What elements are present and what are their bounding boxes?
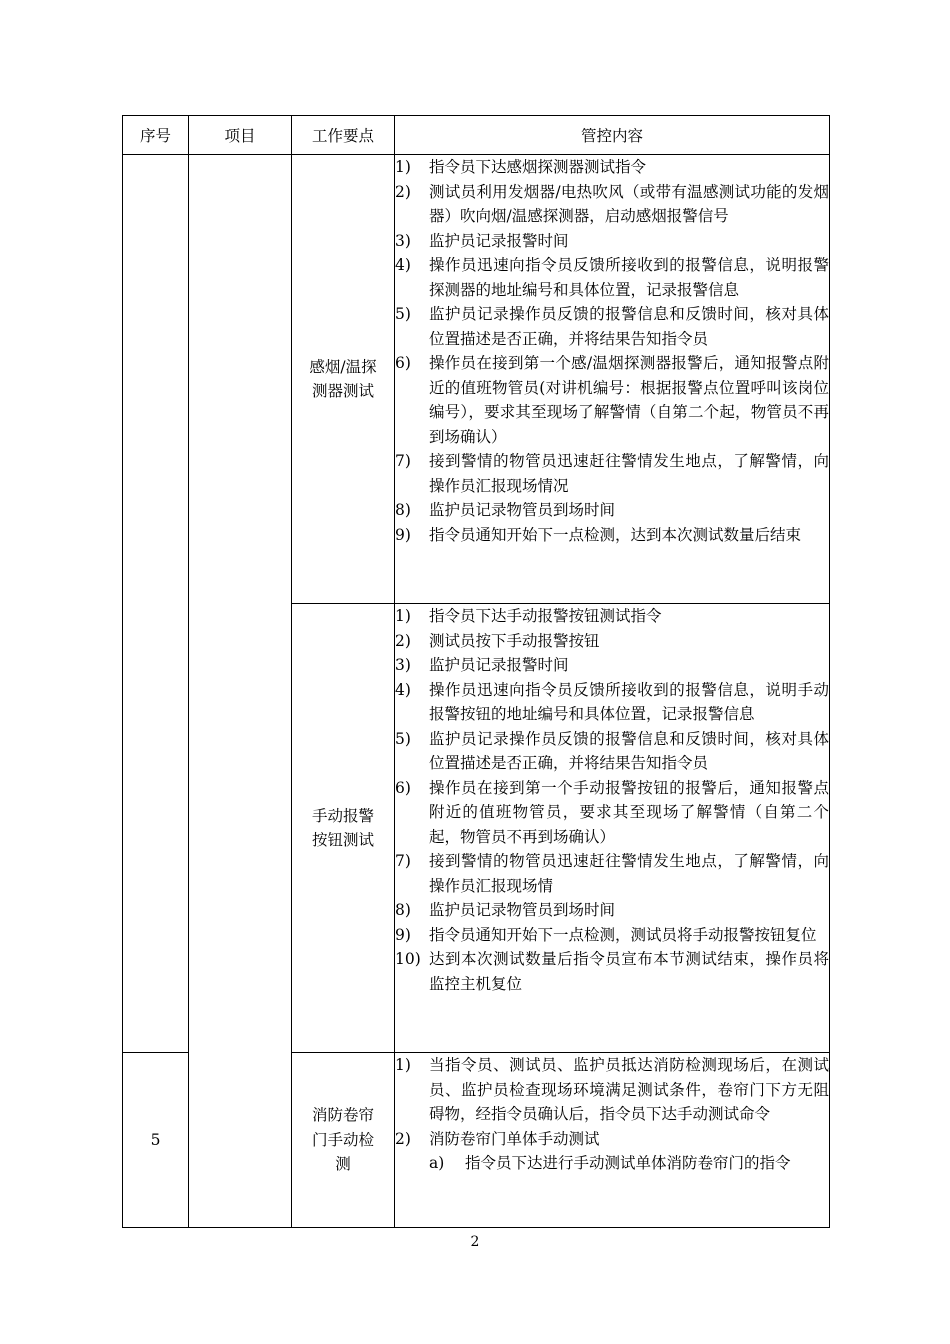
seq-number: 5 <box>123 1053 189 1228</box>
seq-cell-mid <box>123 604 189 1053</box>
project-cell <box>189 155 292 1228</box>
list-item: 8) 监护员记录物管员到场时间 <box>395 501 616 519</box>
list-item: 7) 接到警情的物管员迅速赶往警情发生地点，了解警情，向操作员汇报现场情况 <box>395 452 829 495</box>
list-item: 1) 当指令员、测试员、监护员抵达消防检测现场后，在测试员、监护员检查现场环境满足测试条件，卷帘门下方无阻碍物，经指令员确认后，指令员下达手动测试命令 <box>395 1056 829 1123</box>
key-point-manual-alarm-button: 手动报警 按钮测试 <box>292 604 395 1053</box>
page-number: 2 <box>470 1234 480 1250</box>
list-item: 8) 监护员记录物管员到场时间 <box>395 901 616 919</box>
list-item: 4) 操作员迅速向指令员反馈所接收到的报警信息，说明报警探测器的地址编号和具体位置，记录报警信息 <box>395 256 829 299</box>
list-item: 7) 接到警情的物管员迅速赶往警情发生地点，了解警情，向操作员汇报现场情 <box>395 852 829 895</box>
key-point-fire-shutter-manual: 消防卷帘 门手动检 测 <box>292 1053 395 1228</box>
control-content <box>395 155 830 604</box>
list-item: 5) 监护员记录操作员反馈的报警信息和反馈时间，核对具体位置描述是否正确，并将结果告知指令员 <box>395 305 829 348</box>
header-control-content: 管控内容 <box>395 116 830 155</box>
list-item: 2) 消防卷帘门单体手动测试 <box>395 1129 600 1148</box>
list-item: 9) 指令员通知开始下一点检测，达到本次测试数量后结束 <box>395 525 802 544</box>
control-content <box>395 604 830 1053</box>
list-item: 9) 指令员通知开始下一点检测，测试员将手动报警按钮复位 <box>395 925 817 944</box>
list-item: 10) 达到本次测试数量后指令员宣布本节测试结束，操作员将监控主机复位 <box>395 950 829 993</box>
list-item: 2) 测试员按下手动报警按钮 <box>395 631 600 650</box>
list-item: 3) 监护员记录报警时间 <box>395 231 569 250</box>
header-row <box>123 116 830 155</box>
list-item: 5) 监护员记录操作员反馈的报警信息和反馈时间，核对具体位置描述是否正确，并将结果告知指令员 <box>395 729 829 772</box>
header-project: 项目 <box>189 116 292 155</box>
table-row <box>123 155 830 604</box>
sub-list-item: a) 指令员下达进行手动测试单体消防卷帘门的指令 <box>429 1154 791 1172</box>
list-item: 6) 操作员在接到第一个感/温烟探测器报警后，通知报警点附近的值班物管员(对讲机编号：根据报警点位置呼叫该岗位编号），要求其至现场了解警情（自第二个起，物管员不再到场确认） <box>395 354 829 446</box>
list-item: 6) 操作员在接到第一个手动报警按钮的报警后，通知报警点附近的值班物管员，要求其至现场了解警情（自第二个起，物管员不再到场确认） <box>395 778 829 846</box>
key-point-smoke-detector: 感烟/温探 测器测试 <box>292 155 395 604</box>
control-table <box>122 115 830 1228</box>
seq-cell-top <box>123 155 189 604</box>
list-item: 3) 监护员记录报警时间 <box>395 656 569 674</box>
header-key-points: 工作要点 <box>292 116 395 155</box>
list-item: 4) 操作员迅速向指令员反馈所接收到的报警信息，说明手动报警按钮的地址编号和具体位置，记录报警信息 <box>395 680 829 723</box>
list-item: 2) 测试员利用发烟器/电热吹风（或带有温感测试功能的发烟器）吹向烟/温感探测器，启动感烟报警信号 <box>395 182 829 225</box>
header-seq: 序号 <box>123 116 189 155</box>
list-item: 1) 指令员下达手动报警按钮测试指令 <box>395 607 662 625</box>
control-content <box>395 1053 830 1228</box>
list-item: 1) 指令员下达感烟探测器测试指令 <box>395 158 647 176</box>
